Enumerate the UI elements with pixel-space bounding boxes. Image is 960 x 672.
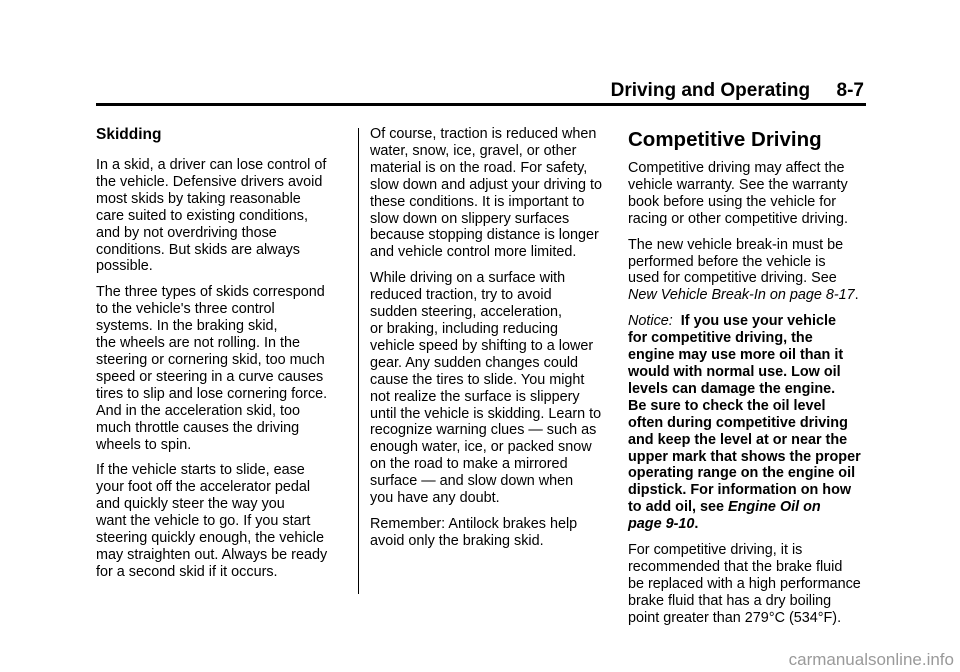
notice-text: If you use your vehicle <box>680 313 836 330</box>
paragraph <box>96 284 351 453</box>
text-line: In a skid, a driver can lose control of <box>96 157 327 173</box>
text-line: speed or steering in a curve causes <box>96 368 324 385</box>
column-3 <box>628 126 873 636</box>
text-line: levels can damage the engine. <box>628 380 836 397</box>
text-line: recommended that the brake fluid <box>628 558 843 575</box>
text-line: reduced traction, try to avoid <box>370 287 552 304</box>
paragraph <box>370 126 615 261</box>
cross-reference-link[interactable]: Engine Oil on <box>727 499 821 516</box>
text-line: systems. In the braking skid, <box>96 318 278 335</box>
cross-reference-link[interactable]: page 9-10 <box>628 516 695 533</box>
notice-label: Notice: <box>628 313 673 330</box>
text-line: until the vehicle is skidding. Learn to <box>370 405 602 422</box>
header-page-number: 8-7 <box>836 80 864 101</box>
running-header <box>600 80 864 102</box>
text-line: most skids by taking reasonable <box>96 190 301 207</box>
punctuation: . <box>854 287 859 304</box>
text-line: Of course, traction is reduced when <box>370 126 597 142</box>
text-line: may straighten out. Always be ready <box>96 546 328 563</box>
text-line: slow down on slippery surfaces <box>370 210 570 227</box>
column-2 <box>370 126 615 559</box>
text-line <box>628 287 873 304</box>
text-line: or braking, including reducing <box>370 320 558 337</box>
watermark: carmanualsonline.info <box>788 650 954 669</box>
text-line: and by not overdriving those <box>96 224 277 241</box>
text-line: not realize the surface is slippery <box>370 388 580 405</box>
text-line: and keep the level at or near the <box>628 431 848 448</box>
text-line: on the road to make a mirrored <box>370 456 568 473</box>
text-line: book before using the vehicle for <box>628 193 836 210</box>
text-line: vehicle warranty. See the warranty <box>628 176 848 193</box>
text-line: these conditions. It is important to <box>370 193 585 210</box>
paragraph <box>628 160 873 228</box>
text-line: gear. Any sudden changes could <box>370 354 579 371</box>
text-line: For competitive driving, it is <box>628 542 803 559</box>
text-line: cause the tires to slide. You might <box>370 371 585 388</box>
text-line: the vehicle. Defensive drivers avoid <box>96 173 323 190</box>
text-line <box>628 313 873 330</box>
text-line: you have any doubt. <box>370 490 500 507</box>
text-line: steering or cornering skid, too much <box>96 351 325 368</box>
competitive-driving-heading: Competitive Driving <box>628 128 822 151</box>
paragraph <box>628 542 873 627</box>
text-line: and vehicle control more limited. <box>370 244 577 261</box>
text-line: Competitive driving may affect the <box>628 160 845 176</box>
text-line: recognize warning clues — such as <box>370 422 597 439</box>
text-line: conditions. But skids are always <box>96 241 300 258</box>
text-line: The three types of skids correspond <box>96 284 325 301</box>
text-line: upper mark that shows the proper <box>628 448 861 465</box>
text-line: operating range on the engine oil <box>628 465 856 482</box>
text-line: slow down and adjust your driving to <box>370 176 602 193</box>
text-line: surface — and slow down when <box>370 473 574 490</box>
column-divider <box>358 128 359 594</box>
text-line: While driving on a surface with <box>370 270 566 287</box>
paragraph <box>370 516 615 550</box>
text-line: possible. <box>96 258 153 275</box>
text-line: enough water, ice, or packed snow <box>370 439 592 456</box>
paragraph <box>370 270 615 507</box>
text-line: brake fluid that has a dry boiling <box>628 592 832 609</box>
column-1 <box>96 126 351 590</box>
header-section: Driving and Operating <box>610 80 811 101</box>
paragraph <box>96 157 351 275</box>
text-line: because stopping distance is longer <box>370 227 599 244</box>
text-line: the wheels are not rolling. In the <box>96 335 300 352</box>
header-rule <box>96 103 866 106</box>
paragraph <box>628 237 873 305</box>
text-line: wheels to spin. <box>96 436 192 453</box>
text-line: dipstick. For information on how <box>628 482 852 499</box>
text-line: steering quickly enough, the vehicle <box>96 530 324 547</box>
paragraph <box>96 462 351 580</box>
text-line: sudden steering, acceleration, <box>370 304 562 321</box>
text-line: point greater than 279°C (534°F). <box>628 609 842 626</box>
text-line: much throttle causes the driving <box>96 419 300 436</box>
text-line: water, snow, ice, gravel, or other <box>370 142 577 159</box>
text-line: vehicle speed by shifting to a lower <box>370 337 594 354</box>
text-line: tires to slip and lose cornering force. <box>96 385 328 402</box>
text-line: your foot off the accelerator pedal <box>96 479 311 496</box>
text-line: The new vehicle break-in must be <box>628 236 844 253</box>
text-line: for competitive driving, the <box>628 330 813 347</box>
cross-reference-link[interactable]: New Vehicle Break-In on page 8-17 <box>628 287 855 304</box>
text-line: avoid only the braking skid. <box>370 532 544 549</box>
text-line: performed before the vehicle is <box>628 253 826 270</box>
text-line: If the vehicle starts to slide, ease <box>96 462 305 479</box>
text-line <box>628 516 873 533</box>
text-line: would with normal use. Low oil <box>628 363 841 380</box>
text-line: care suited to existing conditions, <box>96 207 308 224</box>
text-line: to the vehicle's three control <box>96 301 275 318</box>
notice-block <box>628 313 873 533</box>
text-line: for a second skid if it occurs. <box>96 563 278 580</box>
text-line <box>628 499 873 516</box>
text-line: racing or other competitive driving. <box>628 210 848 227</box>
text-line: be replaced with a high performance <box>628 575 861 592</box>
notice-text: to add oil, see <box>628 499 724 516</box>
text-line: And in the acceleration skid, too <box>96 402 300 419</box>
text-line: material is on the road. For safety, <box>370 159 588 176</box>
text-line: Be sure to check the oil level <box>628 397 826 414</box>
punctuation: . <box>694 516 699 533</box>
text-line: Remember: Antilock brakes help <box>370 515 578 532</box>
text-line: engine may use more oil than it <box>628 347 844 364</box>
text-line: used for competitive driving. See <box>628 270 837 287</box>
text-line: and quickly steer the way you <box>96 496 285 513</box>
text-line: want the vehicle to go. If you start <box>96 513 311 530</box>
text-line: often during competitive driving <box>628 414 848 431</box>
skidding-heading: Skidding <box>96 126 162 143</box>
